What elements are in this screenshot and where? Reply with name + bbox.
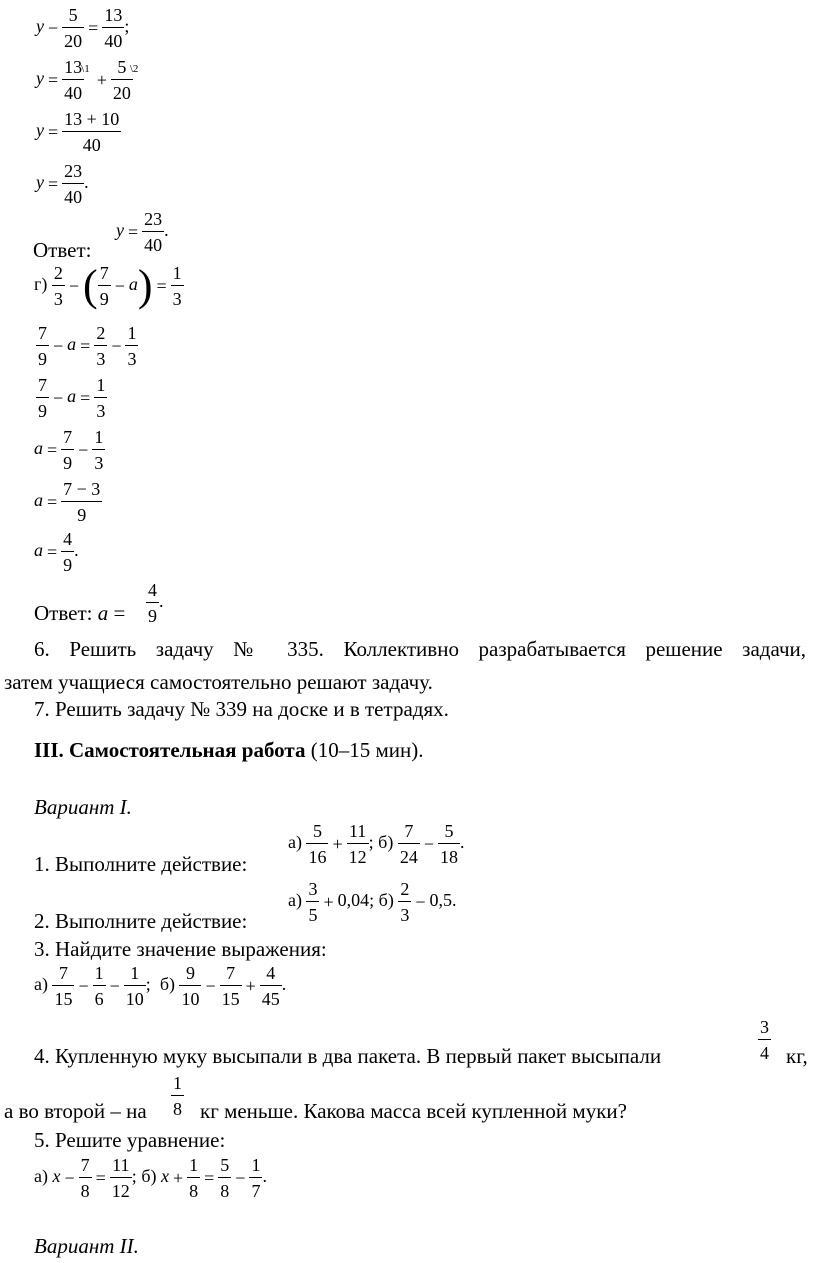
task-6: 6. Решить задачу № 335. Коллективно разрабатывается решение задачи, — [34, 637, 806, 661]
question-3-math: а) $\frac{7}{15}$ − $\frac{1}{6}$ − $\frac{1}{10}$ ; б) $\frac{9}{10}$ − $\frac{7}{15}$ + $\frac{4}{45}$ . — [34, 963, 287, 1009]
fraction: $\frac{7}{9}$ — [38, 375, 47, 421]
answer-label: Ответ: — [33, 238, 92, 262]
equation-line-1: y − $\frac{5}{20}$ = $\frac{13}{40}$ ; — [36, 5, 130, 51]
fraction: $\frac{5}{18}$ — [439, 821, 458, 867]
fraction: $\frac{4}{45}$ — [261, 963, 280, 1009]
fraction: $\frac{9}{10}$ — [181, 963, 200, 1009]
fraction: $\frac{1}{6}$ — [94, 963, 104, 1009]
equation-g-2: $\frac{7}{9}$ − a = $\frac{2}{3}$ − $\frac{1}{3}$ — [38, 323, 137, 369]
fraction: $\frac{11}{12}$ — [348, 821, 367, 867]
equation-g-4: a = $\frac{7}{9}$ − $\frac{1}{3}$ — [34, 427, 104, 473]
fraction: $\frac{13}{40}$ — [64, 57, 83, 103]
equation-g-6: a = $\frac{4}{9}$ . — [34, 529, 79, 575]
fraction: $\frac{23}{40}$ — [144, 209, 163, 255]
equation-line-3: y = $\frac{13 + 10}{40}$ — [36, 109, 120, 155]
fraction: $\frac{1}{3}$ — [96, 375, 106, 421]
question-4-unit: кг, — [786, 1044, 808, 1068]
question-5-math: а) x − $\frac{7}{8}$ = $\frac{11}{12}$ ; б) x + $\frac{1}{8}$ = $\frac{5}{8}$ − $\frac{1}{7}$ . — [34, 1155, 267, 1201]
fraction: $\frac{13}{40}$ — [104, 5, 123, 51]
task-7: 7. Решить задачу № 339 на доске и в тетрадях. — [34, 697, 449, 721]
fraction: $\frac{5}{8}$ — [220, 1155, 230, 1201]
answer-g: Ответ: a = — [34, 601, 126, 625]
variant-2-title: Вариант II. — [34, 1234, 139, 1258]
equation-g-5: a = $\frac{7 - 3}{9}$ — [34, 479, 101, 525]
fraction: $\frac{7}{24}$ — [399, 821, 418, 867]
fraction: $\frac{11}{12}$ — [111, 1155, 130, 1201]
fraction: $\frac{3}{5}$ — [308, 879, 318, 925]
fraction: $\frac{1}{3}$ — [127, 323, 137, 369]
fraction: $\frac{2}{3}$ — [400, 879, 410, 925]
question-4-line-2: а во второй – на — [4, 1099, 147, 1123]
question-4-line-3: кг меньше. Какова масса всей купленной муки? — [200, 1099, 627, 1123]
question-3-text: 3. Найдите значение выражения: — [34, 937, 327, 961]
answer-g-fraction: $\frac{4}{9}$ . — [148, 580, 164, 626]
question-1-text: 1. Выполните действие: — [34, 852, 248, 876]
fraction: $\frac{7}{8}$ — [80, 1155, 90, 1201]
question-4-line-1: 4. Купленную муку высыпали в два пакета. В первый пакет высыпали — [34, 1044, 662, 1068]
fraction: $\frac{13 + 10}{40}$ — [64, 109, 120, 155]
fraction: $\frac{4}{9}$ — [63, 529, 73, 575]
fraction: $\frac{7}{9}$ — [99, 263, 109, 309]
variant-1-title: Вариант I. — [34, 795, 132, 819]
fraction: $\frac{4}{9}$ — [148, 580, 157, 626]
equation-g-3: $\frac{7}{9}$ − a = $\frac{1}{3}$ — [38, 375, 106, 421]
fraction: $\frac{7 - 3}{9}$ — [63, 479, 101, 525]
fraction: $\frac{1}{10}$ — [125, 963, 144, 1009]
section-heading: III. Самостоятельная работа (10–15 мин). — [34, 738, 424, 762]
fraction: $\frac{1}{8}$ — [173, 1073, 182, 1119]
question-4-fraction-1 — [758, 1018, 771, 1062]
equation-g-1: г) $\frac{2}{3}$ −( $\frac{7}{9}$ − a) = $\frac{1}{3}$ — [34, 261, 182, 310]
fraction: $\frac{2}{3}$ — [53, 263, 63, 309]
fraction: $\frac{1}{7}$ — [251, 1155, 261, 1201]
fraction: $\frac{5}{16}$ — [308, 821, 327, 867]
fraction: $\frac{5}{20}$ — [112, 57, 131, 103]
fraction: $\frac{5}{20}$ — [64, 5, 83, 51]
fraction: $\frac{7}{15}$ — [54, 963, 73, 1009]
fraction: $\frac{2}{3}$ — [96, 323, 106, 369]
question-4-fraction-2 — [171, 1074, 184, 1118]
fraction: $\frac{7}{15}$ — [221, 963, 240, 1009]
answer-equation: y = $\frac{23}{40}$ . — [116, 209, 169, 255]
question-1-math: а) $\frac{5}{16}$ + $\frac{11}{12}$ ; б) $\frac{7}{24}$ − $\frac{5}{18}$ . — [288, 821, 465, 867]
fraction: $\frac{23}{40}$ — [64, 161, 83, 207]
fraction: $\frac{1}{8}$ — [189, 1155, 199, 1201]
equation-line-4: y = $\frac{23}{40}$ . — [36, 161, 89, 207]
right-paren: ) — [137, 261, 153, 310]
question-2-math: а) $\frac{3}{5}$ + 0,04; б) $\frac{2}{3}$ − 0,5. — [288, 879, 457, 925]
task-6-continued: затем учащиеся самостоятельно решают задачу. — [4, 670, 433, 694]
question-5-text: 5. Решите уравнение: — [34, 1128, 226, 1152]
fraction: $\frac{1}{3}$ — [172, 263, 182, 309]
equation-line-2: y = $\frac{13}{40}$ $^{\backslash 1}$+ $\frac{5}{20}$ $^{\backslash 2}$ — [36, 57, 139, 103]
question-2-text: 2. Выполните действие: — [34, 909, 248, 933]
left-paren: ( — [83, 261, 98, 310]
fraction: $\frac{3}{4}$ — [760, 1017, 769, 1063]
fraction: $\frac{7}{9}$ — [38, 323, 47, 369]
fraction: $\frac{1}{3}$ — [94, 427, 104, 473]
fraction: $\frac{7}{9}$ — [63, 427, 73, 473]
